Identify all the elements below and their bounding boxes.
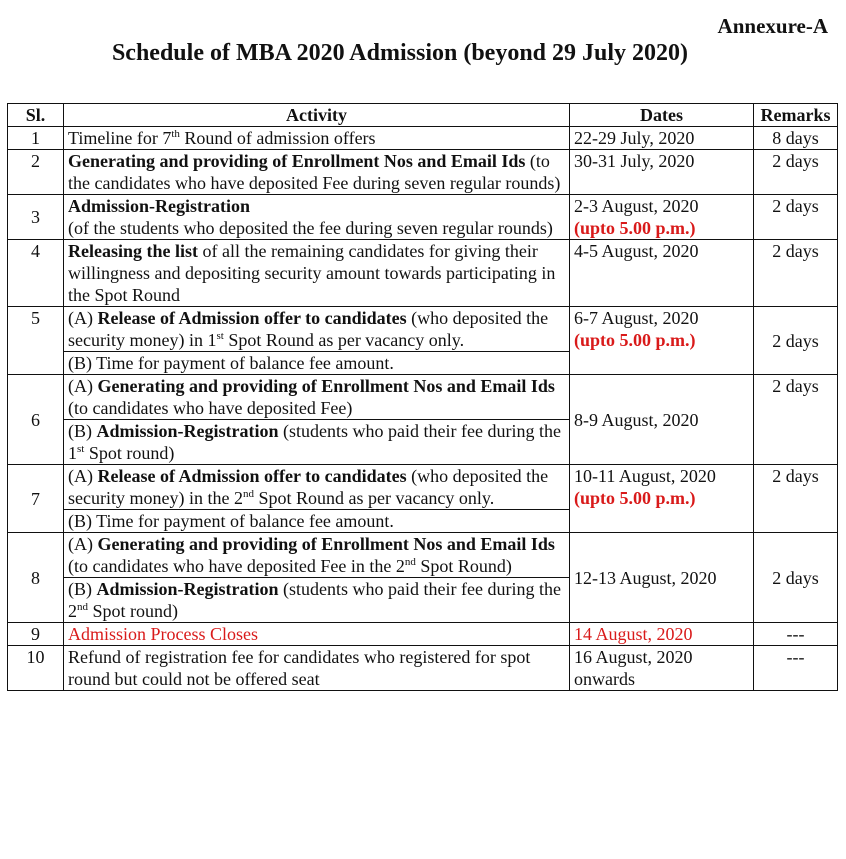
deadline-note: (upto 5.00 p.m.) (574, 330, 696, 350)
remarks-cell: 2 days (754, 533, 838, 623)
date-cell: 8-9 August, 2020 (570, 375, 754, 465)
remarks-cell: --- (754, 646, 838, 691)
header-remarks: Remarks (754, 104, 838, 127)
row-number: 2 (8, 150, 64, 195)
remarks-cell: 2 days (754, 240, 838, 307)
row-number: 7 (8, 465, 64, 533)
row-number: 5 (8, 307, 64, 375)
activity-cell: Generating and providing of Enrollment Nos and Email Ids (to the candidates who have deposited Fee during seven regular rounds) (64, 150, 570, 195)
deadline-note: (upto 5.00 p.m.) (574, 488, 696, 508)
date-cell: 30-31 July, 2020 (570, 150, 754, 195)
table-row (8, 646, 838, 691)
row-number: 6 (8, 375, 64, 465)
date-cell: 4-5 August, 2020 (570, 240, 754, 307)
header-activity: Activity (64, 104, 570, 127)
table-row (8, 127, 838, 150)
activity-cell-a: (A) Generating and providing of Enrollment Nos and Email Ids (to candidates who have deposited Fee) (64, 375, 570, 420)
row-number: 3 (8, 195, 64, 240)
activity-cell: Admission-Registration (of the students who deposited the fee during seven regular rounds) (64, 195, 570, 240)
activity-cell-b: (B) Admission-Registration (students who paid their fee during the 2nd Spot round) (64, 578, 570, 623)
header-sl: Sl. (8, 104, 64, 127)
page-title: Schedule of MBA 2020 Admission (beyond 29 July 2020) (111, 40, 689, 66)
row-number: 4 (8, 240, 64, 307)
activity-cell-b: (B) Admission-Registration (students who paid their fee during the 1st Spot round) (64, 420, 570, 465)
date-cell: 2-3 August, 2020 (upto 5.00 p.m.) (570, 195, 754, 240)
row-number: 10 (8, 646, 64, 691)
remarks-cell: 2 days (754, 195, 838, 240)
activity-cell-a: (A) Release of Admission offer to candidates (who deposited the security money) in 1st Spot Round as per vacancy only. (64, 307, 570, 352)
remarks-cell: 8 days (754, 127, 838, 150)
annexure-label: Annexure-A (717, 14, 828, 38)
activity-cell: Releasing the list of all the remaining candidates for giving their willingness and depositing security amount towards participating in the Spot Round (64, 240, 570, 307)
row-number: 8 (8, 533, 64, 623)
table-row (8, 375, 838, 420)
date-cell: 12-13 August, 2020 (570, 533, 754, 623)
remarks-cell: 2 days (754, 375, 838, 465)
remarks-cell: 2 days (754, 465, 838, 533)
remarks-cell: 2 days (754, 150, 838, 195)
date-cell: 6-7 August, 2020 (upto 5.00 p.m.) (570, 307, 754, 375)
activity-cell-a: (A) Generating and providing of Enrollment Nos and Email Ids (to candidates who have deposited Fee in the 2nd Spot Round) (64, 533, 570, 578)
date-cell: 22-29 July, 2020 (570, 127, 754, 150)
table-row (8, 533, 838, 578)
schedule-table (7, 103, 838, 691)
table-row (8, 465, 838, 510)
activity-cell-a: (A) Release of Admission offer to candidates (who deposited the security money) in the 2nd Spot Round as per vacancy only. (64, 465, 570, 510)
date-cell: 16 August, 2020 onwards (570, 646, 754, 691)
table-header-row (8, 104, 838, 127)
table-row (8, 195, 838, 240)
table-row (8, 240, 838, 307)
date-cell: 14 August, 2020 (570, 623, 754, 646)
table-row (8, 623, 838, 646)
activity-cell: Admission Process Closes (64, 623, 570, 646)
date-cell: 10-11 August, 2020 (upto 5.00 p.m.) (570, 465, 754, 533)
table-row (8, 307, 838, 352)
row-number: 9 (8, 623, 64, 646)
row-number: 1 (8, 127, 64, 150)
remarks-cell: --- (754, 623, 838, 646)
deadline-note: (upto 5.00 p.m.) (574, 218, 696, 238)
activity-cell: Timeline for 7th Round of admission offers (64, 127, 570, 150)
header-dates: Dates (570, 104, 754, 127)
activity-cell-b: (B) Time for payment of balance fee amount. (64, 510, 570, 533)
table-row (8, 150, 838, 195)
activity-cell-b: (B) Time for payment of balance fee amount. (64, 352, 570, 375)
remarks-cell: 2 days (754, 307, 838, 375)
activity-cell: Refund of registration fee for candidates who registered for spot round but could not be offered seat (64, 646, 570, 691)
